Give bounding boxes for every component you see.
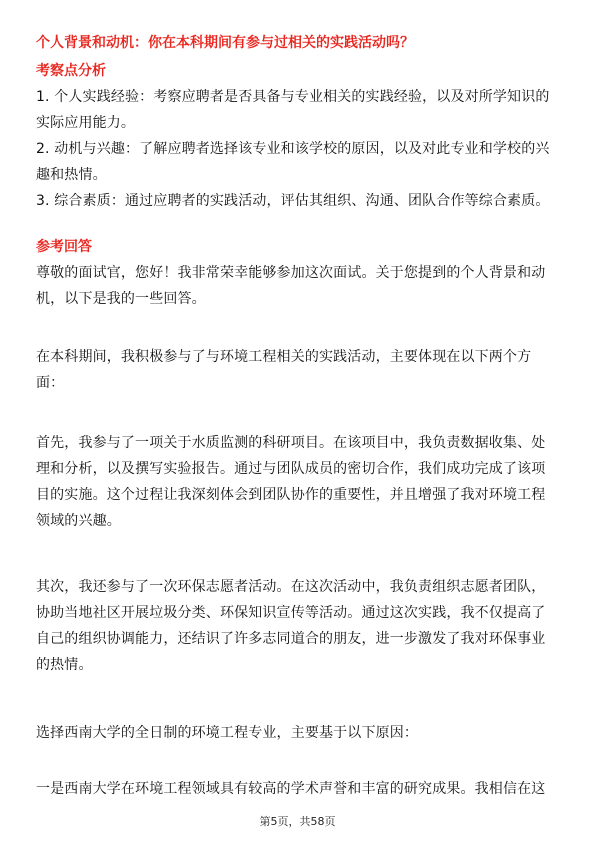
analysis-line: 3. 综合素质：通过应聘者的实践活动，评估其组织、沟通、团队合作等综合素质。 (36, 193, 550, 209)
paragraph-line: 领域的兴趣。 (36, 513, 121, 529)
answer-paragraph-5 (36, 720, 566, 746)
analysis-line: 趣和热情。 (36, 167, 107, 183)
answer-heading: 参考回答 (36, 239, 92, 255)
paragraph-line: 选择西南大学的全日制的环境工程专业，主要基于以下原因： (36, 725, 419, 741)
analysis-line: 实际应用能力。 (36, 115, 136, 131)
page-number: 第5页，共58页 (259, 815, 336, 828)
analysis-heading: 考察点分析 (36, 63, 106, 79)
paragraph-line: 在本科期间，我积极参与了与环境工程相关的实践活动，主要体现在以下两个方 (36, 349, 532, 365)
answer-paragraph-2 (36, 344, 566, 396)
paragraph-line: 理和分析，以及撰写实验报告。通过与团队成员的密切合作，我们成功完成了该项 (36, 461, 546, 477)
paragraph-line: 的热情。 (36, 657, 93, 673)
answer-paragraph-1 (36, 260, 566, 312)
paragraph-line: 自己的组织协调能力，还结识了许多志同道合的朋友，进一步激发了我对环保事业 (36, 631, 546, 647)
paragraph-line: 尊敬的面试官，您好！我非常荣幸能够参加这次面试。关于您提到的个人背景和动 (36, 265, 546, 281)
paragraph-line: 其次，我还参与了一次环保志愿者活动。在这次活动中，我负责组织志愿者团队， (36, 579, 546, 595)
analysis-line: 1. 个人实践经验：考察应聘者是否具备与专业相关的实践经验，以及对所学知识的 (36, 89, 550, 105)
answer-paragraph-6 (36, 776, 566, 802)
paragraph-line: 一是西南大学在环境工程领域具有较高的学术声誉和丰富的研究成果。我相信在这 (36, 781, 546, 797)
paragraph-line: 协助当地社区开展垃圾分类、环保知识宣传等活动。通过这次实践，我不仅提高了 (36, 605, 546, 621)
analysis-list (36, 84, 566, 214)
analysis-line: 2. 动机与兴趣：了解应聘者选择该专业和该学校的原因，以及对此专业和学校的兴 (36, 141, 550, 157)
paragraph-line: 目的实施。这个过程让我深刻体会到团队协作的重要性，并且增强了我对环境工程 (36, 487, 546, 503)
answer-paragraph-3 (36, 430, 566, 534)
paragraph-line: 面： (36, 375, 65, 391)
answer-paragraph-4 (36, 574, 566, 678)
paragraph-line: 首先，我参与了一项关于水质监测的科研项目。在该项目中，我负责数据收集、处 (36, 435, 546, 451)
paragraph-line: 机，以下是我的一些回答。 (36, 291, 206, 307)
question-title: 个人背景和动机：你在本科期间有参与过相关的实践活动吗？ (36, 35, 414, 51)
